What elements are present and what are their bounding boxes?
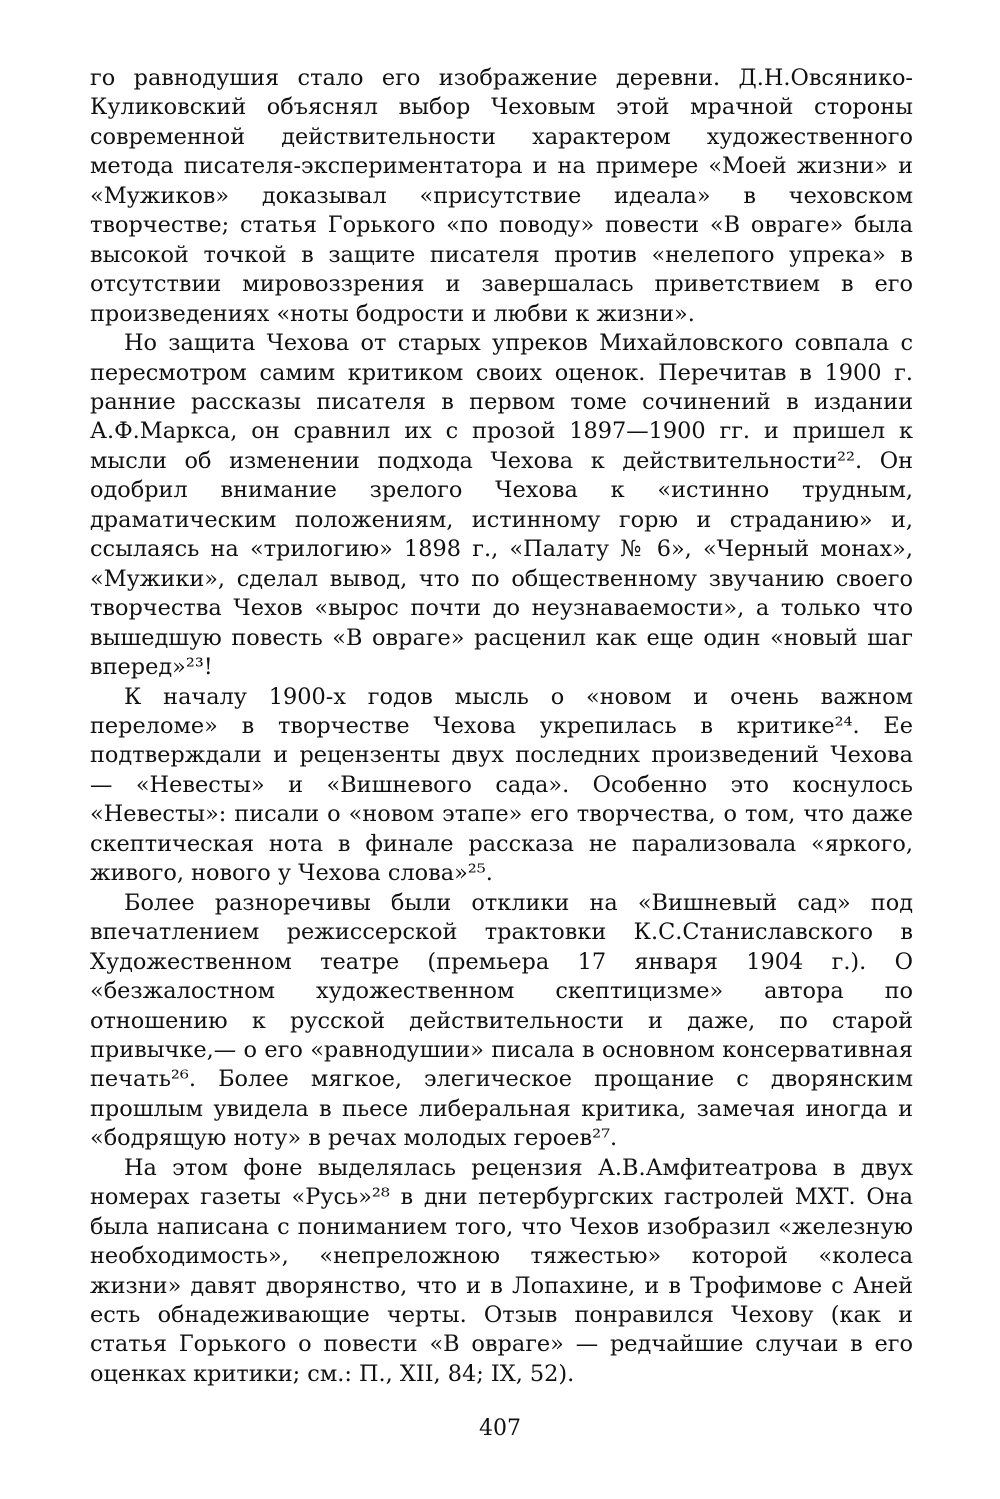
paragraph-mikhailovsky: Но защита Чехова от старых упреков Михайловского совпала с пересмотром самим критиком своих оценок. Перечитав в 1900 г. ранние рассказы писателя в первом томе сочинений в издании А.Ф.Маркса, он сравнил их с прозой 1897—1900 гг. и пришел к мысли об изменении подхода Чехова к действительности²². Он одобрил внимание зрелого Чехова к «истинно трудным, драматическим положениям, истинному горю и страданию» и, ссылаясь на «трилогию» 1898 г., «Палату № 6», «Черный монах», «Мужики», сделал вывод, что по общественному звучанию своего творчества Чехов «вырос почти до неузнаваемости», а только что вышедшую повесть «В овраге» расценил как еще один «новый шаг вперед»²³! — [90, 330, 913, 681]
paragraph-amfiteatrov: На этом фоне выделялась рецензия А.В.Амфитеатрова в двух номерах газеты «Русь»²⁸ в дни петербургских гастролей МХТ. Она была написана с пониманием того, что Чехов изобразил «железную необходимость», «непреложною тяжестью» которой «колеса жизни» давят дворянство, что и в Лопахине, и в Трофимове с Аней есть обнадеживающие черты. Отзыв понравился Чехову (как и статья Горького о повести «В овраге» — редчайшие случаи в его оценках критики; см.: П., XII, 84; IX, 52). — [90, 1154, 913, 1387]
paragraph-new-stage: К началу 1900-х годов мысль о «новом и очень важном переломе» в творчестве Чехова укрепилась в критике²⁴. Ее подтверждали и рецензенты двух последних произведений Чехова — «Невесты» и «Вишневого сада». Особенно это коснулось «Невесты»: писали о «новом этапе» его творчества, о том, что даже скептическая нота в финале рассказа не парализовала «яркого, живого, нового у Чехова слова»²⁵. — [90, 683, 913, 887]
page-body — [90, 64, 913, 1389]
paragraph-cherry-orchard: Более разноречивы были отклики на «Вишневый сад» под впечатлением режиссерской трактовки К.С.Станиславского в Художественном театре (премьера 17 января 1904 г.). О «безжалостном художественном скептицизме» автора по отношению к русской действительности и даже, по старой привычке,— о его «равнодушии» писала в основном консервативная печать²⁶. Более мягкое, элегическое прощание с дворянским прошлым увидела в пьесе либеральная критика, замечая иногда и «бодрящую ноту» в речах молодых героев²⁷. — [90, 889, 913, 1152]
page-number: 407 — [479, 1416, 521, 1441]
paragraph-continued: го равнодушия стало его изображение деревни. Д.Н.Овсянико-Куликовский объяснял выбор Чеховым этой мрачной стороны современной действительности характером художественного метода писателя-экспериментатора и на примере «Моей жизни» и «Мужиков» доказывал «присутствие идеала» в чеховском творчестве; статья Горького «по поводу» повести «В овраге» была высокой точкой в защите писателя против «нелепого упрека» в отсутствии мировоззрения и завершалась приветствием в его произведениях «ноты бодрости и любви к жизни». — [90, 65, 913, 327]
